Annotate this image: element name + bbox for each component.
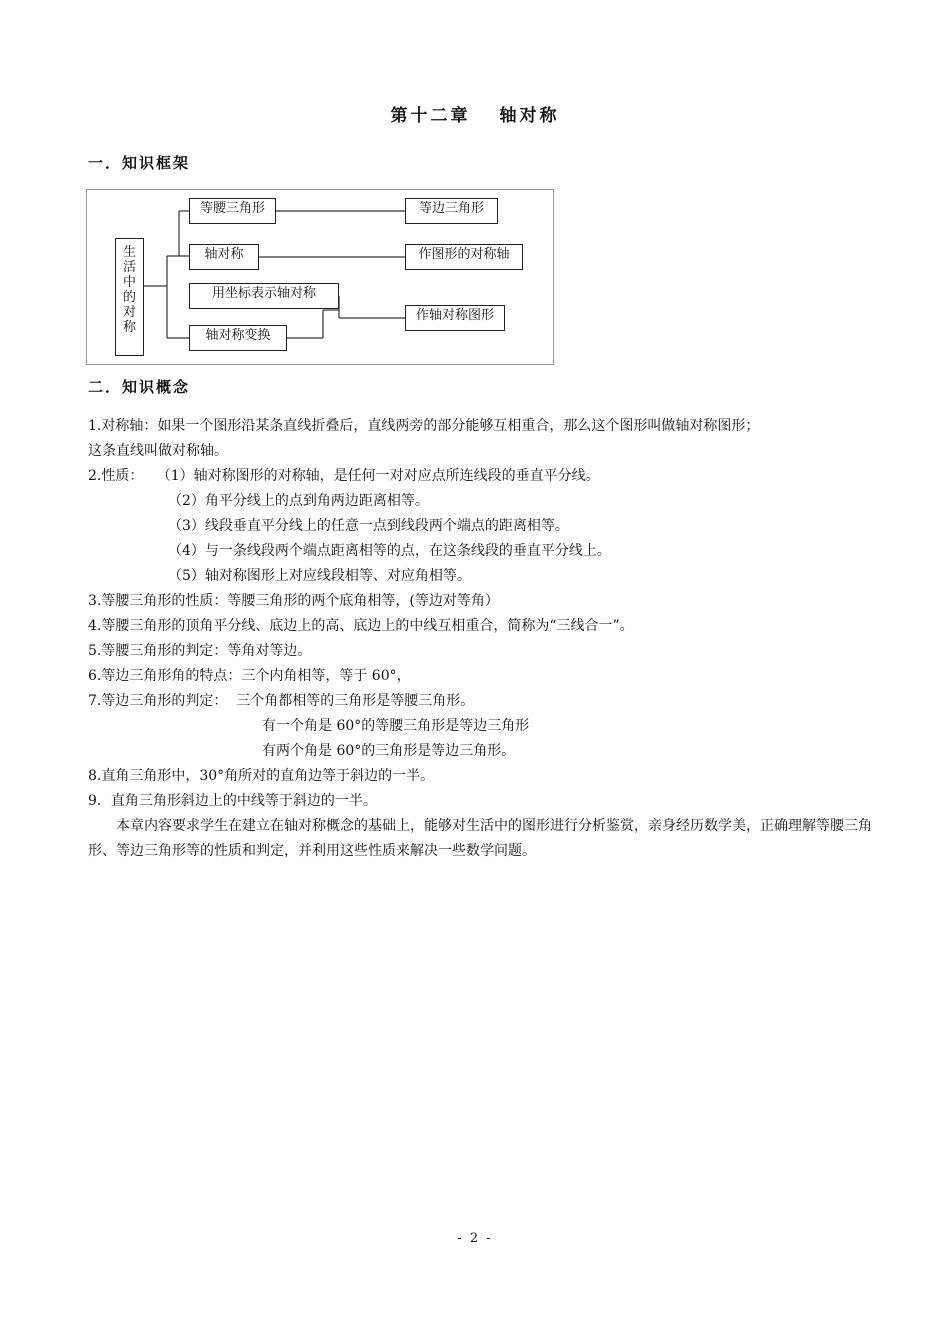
box-equilateral-triangle: 等边三角形 [405, 198, 498, 224]
concept-line: 有两个角是 60°的三角形是等边三角形。 [262, 743, 516, 759]
concept-line: 7.等边三角形的判定： 三个角都相等的三角形是等腰三角形。 [88, 693, 475, 709]
box-coordinates-symmetry: 用坐标表示轴对称 [189, 283, 339, 309]
root-char: 对 [122, 305, 136, 320]
box-draw-symmetry-axis: 作图形的对称轴 [405, 244, 523, 270]
concept-line: 1.对称轴：如果一个图形沿某条直线折叠后，直线两旁的部分能够互相重合，那么这个图形叫做轴对称图形； [88, 418, 760, 434]
knowledge-framework-diagram [86, 189, 554, 365]
root-char: 中 [122, 275, 136, 290]
concept-line: 6.等边三角形角的特点：三个内角相等，等于 60°， [88, 668, 411, 684]
page-title: 第十二章 轴对称 [390, 106, 560, 126]
concept-line: 4.等腰三角形的顶角平分线、底边上的高、底边上的中线互相重合，简称为“三线合一”。 [88, 618, 634, 634]
box-axial-symmetry: 轴对称 [189, 244, 259, 270]
box-isosceles-triangle: 等腰三角形 [189, 198, 276, 224]
page-number: - 2 - [457, 1231, 493, 1246]
concepts-content [88, 414, 878, 864]
section-heading-concepts: 二．知识概念 [88, 378, 191, 396]
concept-line: 2.性质： （1）轴对称图形的对称轴，是任何一对对应点所连线段的垂直平分线。 [88, 468, 600, 484]
root-char: 活 [122, 260, 136, 275]
summary-paragraph: 本章内容要求学生在建立在轴对称概念的基础上，能够对生活中的图形进行分析鉴赏，亲身经历数学美，正确理解等腰三角形、等边三角形等的性质和判定，并利用这些性质来解决一些数学问题。 [88, 818, 872, 859]
concept-line: 有一个角是 60°的等腰三角形是等边三角形 [262, 718, 530, 734]
box-symmetry-transformation: 轴对称变换 [189, 325, 287, 351]
root-char: 称 [122, 320, 136, 335]
box-draw-symmetric-figure: 作轴对称图形 [405, 305, 505, 331]
concept-line: 5.等腰三角形的判定：等角对等边。 [88, 643, 312, 659]
concept-line: （2）角平分线上的点到角两边距离相等。 [168, 493, 429, 509]
concept-line: 这条直线叫做对称轴。 [88, 443, 228, 459]
concept-line: （5）轴对称图形上对应线段相等、对应角相等。 [168, 568, 471, 584]
concept-line: （3）线段垂直平分线上的任意一点到线段两个端点的距离相等。 [168, 518, 569, 534]
section-heading-framework: 一．知识框架 [88, 154, 191, 172]
concept-line: 9．直角三角形斜边上的中线等于斜边的一半。 [88, 793, 377, 809]
root-box-symmetry-in-life [115, 238, 144, 356]
root-char: 的 [122, 290, 136, 305]
concept-line: 8.直角三角形中，30°角所对的直角边等于斜边的一半。 [88, 768, 435, 784]
concept-line: 3.等腰三角形的性质：等腰三角形的两个底角相等，(等边对等角） [88, 593, 499, 609]
root-char: 生 [122, 245, 136, 260]
concept-line: （4）与一条线段两个端点距离相等的点，在这条线段的垂直平分线上。 [168, 543, 611, 559]
